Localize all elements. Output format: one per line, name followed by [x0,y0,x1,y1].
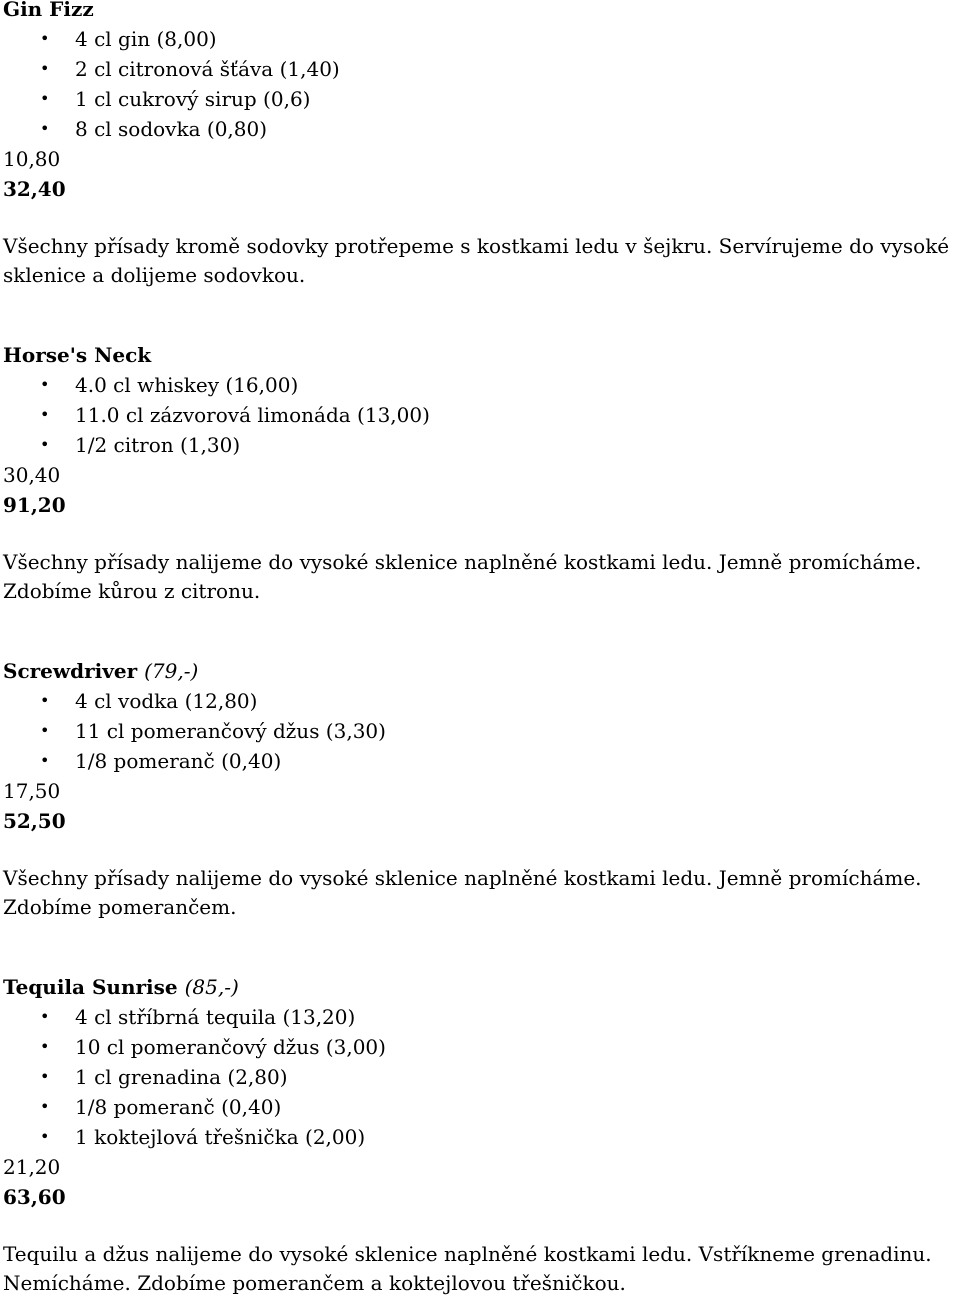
ingredient-item [3,1092,958,1122]
ingredient-text: 1/8 pomeranč (0,40) [75,1095,282,1119]
ingredient-item [3,686,958,716]
recipe-screwdriver [3,656,958,922]
ingredient-text: 1/2 citron (1,30) [75,433,241,457]
ingredient-item [3,430,958,460]
bullet-icon: • [40,29,50,48]
recipe-name: Horse's Neck [3,343,152,367]
ingredient-item [3,370,958,400]
recipe-title [3,656,958,686]
total-price: 91,20 [3,493,66,517]
cost-value: 10,80 [3,147,61,171]
recipe-title [3,0,958,24]
method-paragraph: Všechny přísady nalijeme do vysoké sklenice naplněné kostkami ledu. Jemně promícháme. Zdobíme kůrou z citronu. [3,550,922,603]
ingredient-item [3,400,958,430]
ingredient-text: 11.0 cl zázvorová limonáda (13,00) [75,403,430,427]
bullet-icon: • [40,375,50,394]
price-note: (85,-) [184,975,239,999]
bullet-icon: • [40,405,50,424]
ingredient-item [3,114,958,144]
ingredient-text: 11 cl pomerančový džus (3,30) [75,719,386,743]
ingredient-item [3,1122,958,1152]
bullet-icon: • [40,691,50,710]
bullet-icon: • [40,1097,50,1116]
bullet-icon: • [40,1037,50,1056]
total-price: 52,50 [3,809,66,833]
ingredient-item [3,1032,958,1062]
bullet-icon: • [40,59,50,78]
ingredient-text: 1/8 pomeranč (0,40) [75,749,282,773]
recipe-name: Tequila Sunrise [3,975,178,999]
ingredient-text: 4.0 cl whiskey (16,00) [75,373,299,397]
ingredient-text: 1 cl cukrový sirup (0,6) [75,87,311,111]
recipe-name: Gin Fizz [3,0,94,21]
ingredient-item [3,54,958,84]
ingredient-item [3,746,958,776]
ingredient-item [3,84,958,114]
recipe-gin-fizz [3,0,958,290]
ingredient-text: 2 cl citronová šťáva (1,40) [75,57,340,81]
price-note: (79,-) [144,659,199,683]
total-price: 63,60 [3,1185,66,1209]
bullet-icon: • [40,435,50,454]
method-paragraph: Tequilu a džus nalijeme do vysoké sklenice naplněné kostkami ledu. Vstříkneme grenadinu. Nemícháme. Zdobíme pomerančem a koktejlovou třešničkou. [3,1242,932,1295]
bullet-icon: • [40,1067,50,1086]
bullet-icon: • [40,1127,50,1146]
ingredient-text: 4 cl stříbrná tequila (13,20) [75,1005,356,1029]
recipe-tequila-sunrise [3,972,958,1298]
ingredient-text: 8 cl sodovka (0,80) [75,117,268,141]
ingredient-item [3,1062,958,1092]
ingredient-text: 10 cl pomerančový džus (3,00) [75,1035,386,1059]
ingredient-text: 1 koktejlová třešnička (2,00) [75,1125,366,1149]
total-price: 32,40 [3,177,66,201]
ingredient-text: 4 cl vodka (12,80) [75,689,258,713]
ingredient-text: 1 cl grenadina (2,80) [75,1065,288,1089]
method-paragraph: Všechny přísady nalijeme do vysoké sklenice naplněné kostkami ledu. Jemně promícháme. Zdobíme pomerančem. [3,866,922,919]
bullet-icon: • [40,721,50,740]
recipe-title [3,340,958,370]
recipe-name: Screwdriver [3,659,138,683]
ingredient-text: 4 cl gin (8,00) [75,27,217,51]
bullet-icon: • [40,89,50,108]
cost-value: 30,40 [3,463,61,487]
bullet-icon: • [40,119,50,138]
recipe-horses-neck [3,340,958,606]
ingredient-item [3,24,958,54]
cost-value: 17,50 [3,779,61,803]
bullet-icon: • [40,751,50,770]
method-paragraph: Všechny přísady kromě sodovky protřepeme s kostkami ledu v šejkru. Servírujeme do vysoké sklenice a dolijeme sodovkou. [3,234,950,287]
bullet-icon: • [40,1007,50,1026]
ingredient-item [3,716,958,746]
cost-value: 21,20 [3,1155,61,1179]
recipe-title [3,972,958,1002]
ingredient-item [3,1002,958,1032]
